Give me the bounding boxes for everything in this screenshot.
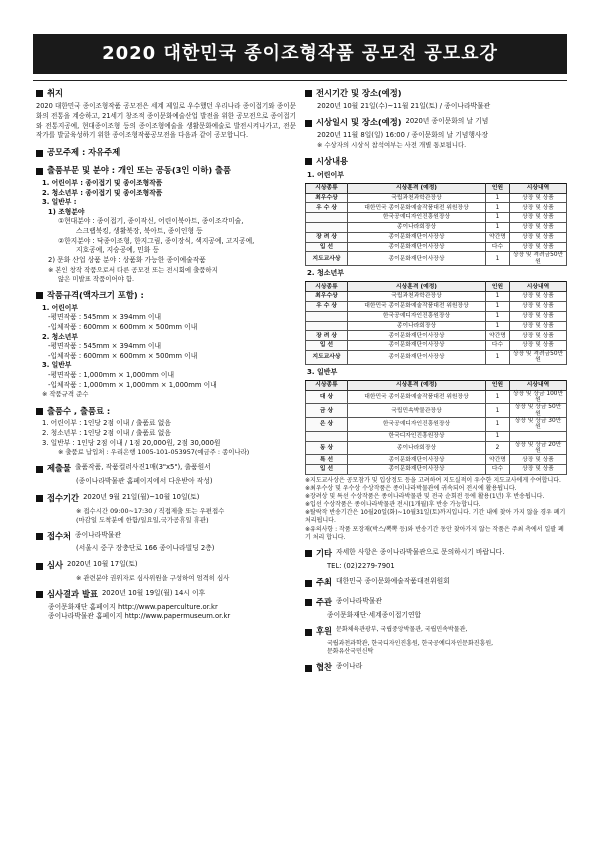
spec-line: -입체작품 : 600mm × 600mm × 500mm 이내: [48, 322, 198, 331]
award-table-header: 시상내역: [510, 183, 567, 193]
award-table-row: [306, 311, 567, 321]
square-bullet-icon: [305, 580, 312, 587]
sponsor-line: 국립과천과학관, 한국디자인진흥원, 한국공예디자인문화진흥원,: [327, 640, 494, 648]
section-heading: 공모주제 : 자유주제: [47, 147, 121, 158]
submit-line: 출품작품, 작품컬러사진1매(3"x5"), 출품원서: [75, 463, 211, 472]
category-note: 않은 미발표 작품이어야 함.: [58, 274, 135, 283]
award-table-header: 시상훈격 (예정): [348, 183, 486, 193]
award-table-row: [306, 418, 567, 432]
award-table-row: [306, 390, 567, 404]
square-bullet-icon: [36, 563, 43, 570]
section-submit: [36, 463, 296, 486]
award-count-cell: 1: [486, 311, 510, 321]
award-table-row: [306, 331, 567, 341]
award-type-cell: 지도교사상: [306, 350, 348, 364]
award-table-header: 인원: [486, 282, 510, 292]
award-note: ※최우수상 및 우수상 수상작품은 종이나라박물관에 귀속되어 전시에 활용됩니다.: [305, 485, 517, 493]
square-bullet-icon: [36, 150, 43, 157]
award-group-title: 2. 청소년부: [307, 269, 345, 278]
award-prize-cell: 상장 및 상품: [510, 341, 567, 351]
award-title-cell: 한국공예디자인진흥원장상: [348, 418, 486, 432]
category-line: 지호공예, 지승공예, 민화 등: [76, 246, 160, 255]
award-type-cell: 우 수 상: [306, 301, 348, 311]
section-heading: 협찬: [316, 662, 333, 673]
period-line: ※ 접수시간 09:00~17:30 / 직접제출 또는 우편접수: [76, 506, 225, 515]
ceremony-line: 2020년 11월 8일(일) 16:00 / 종이문화의 날 기념행사장: [317, 131, 489, 140]
spec-line: -평면작품 : 545mm × 394mm 이내: [48, 313, 162, 322]
award-table-row: [306, 441, 567, 455]
award-title-cell: 대한민국 종이문화예술작품대전 위원장상: [348, 203, 486, 213]
award-prize-cell: 상장 및 상품: [510, 242, 567, 252]
award-type-cell: 우 수 상: [306, 203, 348, 213]
award-table-row: [306, 232, 567, 242]
award-prize-cell: 상장 및 상품: [510, 292, 567, 302]
award-title-cell: 종이문화재단이사장상: [348, 331, 486, 341]
award-prize-cell: [510, 431, 567, 441]
award-count-cell: 1: [486, 418, 510, 432]
section-heading: 전시기간 및 장소(예정): [316, 88, 402, 98]
award-notes: [305, 477, 567, 542]
section-host: [305, 577, 567, 591]
category-line: ①현대분야 : 종이접기, 종이작신, 어린이북아트, 종이조각미술,: [58, 217, 244, 226]
award-note: ※탈락작 반송기간은 10월20일(화)~10월31일(토)까지입니다. 기간 내에 찾아 가지 않을 경우 폐기 처리됩니다.: [305, 509, 566, 525]
award-group-title: 3. 일반부: [307, 367, 338, 376]
square-bullet-icon: [305, 158, 312, 165]
award-count-cell: 1: [486, 390, 510, 404]
award-prize-cell: 상장 및 상금 20만원: [510, 441, 567, 455]
award-table-header: 시상내역: [510, 282, 567, 292]
award-type-cell: 장 려 상: [306, 331, 348, 341]
section-heading: 제출물: [47, 463, 72, 474]
award-type-cell: [306, 321, 348, 331]
section-heading: 취지: [47, 88, 64, 98]
award-prize-cell: 상장 및 상품: [510, 232, 567, 242]
square-bullet-icon: [36, 591, 43, 598]
category-line: 3. 일반부 :: [42, 198, 77, 207]
organizer-line: 종이문화재단·세계종이접기연합: [327, 610, 422, 619]
section-heading: 시상일시 및 장소(예정): [316, 117, 402, 128]
award-note: ※입선 수상작품은 종이나라박물관 전시(1개월)후 반송 가능합니다.: [305, 501, 481, 509]
award-title-cell: 종이문화재단이사장상: [348, 350, 486, 364]
section-heading: 접수기간: [47, 492, 80, 503]
host-line: 대한민국 종이문화예술작품대전위원회: [336, 577, 450, 586]
award-count-cell: 1: [486, 301, 510, 311]
award-table-header: 인원: [486, 183, 510, 193]
ceremony-note: ※ 수상자의 시상식 참석여부는 사전 개별 통보됩니다.: [317, 140, 467, 149]
award-table-row: [306, 242, 567, 252]
award-count-cell: 1: [486, 404, 510, 418]
section-ceremony: [305, 117, 567, 150]
result-link-papermuseum[interactable]: 종이나라박물관 홈페이지 http://www.papermuseum.or.kr: [48, 612, 231, 621]
award-title-cell: 종이문화재단이사장상: [348, 232, 486, 242]
award-prize-cell: 상장 및 상금 50만원: [510, 404, 567, 418]
section-theme: [36, 147, 296, 159]
award-table-header: 시상내역: [510, 380, 567, 390]
square-bullet-icon: [36, 408, 43, 415]
support-line: 종이나라: [336, 662, 363, 671]
purpose-body: 2020 대한민국 종이조형작품 공모전은 세계 제일로 우수했던 우리나라 종이접기와 종이문화의 전통을 계승하고, 21세기 창조적 종이문화예술산업 발전을 위한 공모전으로 종이접기와 전통지공예, 현대종이조형 등의 종이조형예술을 생활문화예술로 발전시켜나가고, 전문작가를 발굴육성하기 위한 종이조형작품공모전을 다음과 같이 공모합니다.: [36, 101, 296, 140]
section-heading: 출품수 , 출품료 :: [47, 405, 111, 416]
award-type-cell: 입 선: [306, 242, 348, 252]
category-line: ②한지분야 : 닥종이조형, 한지그림, 종이장식, 색지공예, 고지공예,: [58, 236, 255, 245]
award-title-cell: 종이문화재단이사장상: [348, 252, 486, 266]
result-line: 2020년 10월 19일(월) 14시 이후: [101, 588, 206, 597]
section-heading: 출품부문 및 분야 : 개인 또는 공동(3인 이하) 출품: [47, 165, 232, 176]
award-prize-cell: 상장 및 격려금50만원: [510, 252, 567, 266]
award-table-header: 시상훈격 (예정): [348, 380, 486, 390]
award-count-cell: 1: [486, 321, 510, 331]
square-bullet-icon: [305, 599, 312, 606]
award-type-cell: [306, 431, 348, 441]
award-table-row: [306, 301, 567, 311]
award-table-row: [306, 341, 567, 351]
award-title-cell: 종이문화재단이사장상: [348, 455, 486, 465]
award-count-cell: 1: [486, 213, 510, 223]
award-note: ※지도교사상은 공모참가 및 입상정도 등을 고려하여 지도실적이 우수한 지도교사에게 수여합니다.: [305, 476, 561, 484]
award-prize-cell: 상장 및 상품: [510, 465, 567, 475]
result-link-paperculture[interactable]: 종이문화재단 홈페이지 http://www.paperculture.or.kr: [48, 602, 218, 611]
section-exhibit: [305, 88, 567, 111]
section-heading: 접수처: [47, 530, 72, 541]
ceremony-line: 2020년 종이문화의 날 기념: [405, 117, 489, 126]
award-table-row: [306, 431, 567, 441]
award-title-cell: 종이문화재단이사장상: [348, 465, 486, 475]
award-table-row: [306, 350, 567, 364]
square-bullet-icon: [305, 665, 312, 672]
section-heading: 작품규격(액자크기 포함) :: [47, 289, 144, 300]
etc-phone: TEL: (02)2279-7901: [327, 561, 395, 570]
award-count-cell: 1: [486, 252, 510, 266]
square-bullet-icon: [36, 168, 43, 175]
square-bullet-icon: [305, 120, 312, 127]
award-group-title: 1. 어린이부: [307, 170, 345, 179]
award-type-cell: [306, 311, 348, 321]
category-line: 1) 조형분야: [48, 207, 85, 216]
award-prize-cell: 상장 및 격려금50만원: [510, 350, 567, 364]
period-line: (마감일 도착분에 한함/일요일,국가공휴일 휴관): [76, 515, 209, 524]
award-type-cell: [306, 223, 348, 233]
award-prize-cell: 상장 및 상품: [510, 321, 567, 331]
etc-line: 자세한 사항은 종이나라박물관으로 문의하시기 바랍니다.: [336, 547, 505, 556]
award-prize-cell: 상장 및 상품: [510, 301, 567, 311]
category-line: 2) 문화 산업 상품 분야 : 상품화 가능한 종이예술작품: [48, 256, 206, 265]
award-type-cell: 특 선: [306, 455, 348, 465]
award-table-row: [306, 213, 567, 223]
title-divider: [33, 80, 567, 81]
organizer-line: 종이나라박물관: [336, 596, 382, 605]
award-count-cell: 1: [486, 223, 510, 233]
square-bullet-icon: [36, 292, 43, 299]
judge-line: 2020년 10월 17일(토): [67, 560, 138, 569]
category-note: ※ 본인 창작 작품으로서 다른 공모전 또는 전시회에 출품하지: [48, 265, 218, 274]
award-count-cell: 1: [486, 350, 510, 364]
award-table: [305, 183, 567, 267]
award-table-row: [306, 292, 567, 302]
award-prize-cell: 상장 및 상금 100만원: [510, 390, 567, 404]
award-title-cell: 대한민국 종이문화예술작품대전 위원장상: [348, 390, 486, 404]
section-heading: 시상내용: [316, 155, 349, 166]
award-prize-cell: 상장 및 상품: [510, 193, 567, 203]
award-note: ※유의사항 : 작품 포장재(박스/뽁뽁 등)와 반송기간 동안 찾아가지 않는 작품은 주최 측에서 일괄 폐기 처리 합니다.: [305, 525, 564, 541]
sponsor-line: 문화체육관광부, 국립중앙박물관, 국립민속박물관,: [336, 626, 468, 634]
section-etc: [305, 548, 567, 571]
award-count-cell: 다수: [486, 465, 510, 475]
square-bullet-icon: [305, 90, 312, 97]
sponsor-line: 문화유산국민신탁: [327, 648, 374, 656]
award-type-cell: 입 선: [306, 465, 348, 475]
square-bullet-icon: [305, 629, 312, 636]
award-table-header: 시상종류: [306, 380, 348, 390]
award-prize-cell: 상장 및 상품: [510, 223, 567, 233]
award-table-row: [306, 193, 567, 203]
section-purpose: [36, 88, 296, 141]
award-title-cell: 한국공예디자인진흥원장상: [348, 311, 486, 321]
award-table-header: 인원: [486, 380, 510, 390]
award-count-cell: 1: [486, 203, 510, 213]
spec-line: -평면작품 : 1,000mm × 1,000mm 이내: [48, 371, 175, 380]
section-result: [36, 589, 296, 622]
award-table-row: [306, 465, 567, 475]
square-bullet-icon: [36, 90, 43, 97]
section-heading: 후원: [316, 626, 333, 637]
award-prize-cell: 상장 및 상품: [510, 203, 567, 213]
award-title-cell: 종이나라회장상: [348, 321, 486, 331]
square-bullet-icon: [36, 466, 43, 473]
judge-note: ※ 관련분야 권위자로 심사위원을 구성하여 엄격히 심사: [76, 573, 230, 582]
quota-line: 1. 어린이부 : 1인당 2점 이내 / 출품료 없음: [42, 419, 171, 428]
square-bullet-icon: [36, 495, 43, 502]
left-column: [36, 88, 296, 628]
award-prize-cell: 상장 및 상품: [510, 455, 567, 465]
square-bullet-icon: [305, 550, 312, 557]
section-heading: 심사: [47, 560, 64, 571]
award-count-cell: 약간명: [486, 331, 510, 341]
section-spec: [36, 290, 296, 400]
award-table-row: [306, 404, 567, 418]
award-count-cell: 1: [486, 193, 510, 203]
award-count-cell: 1: [486, 292, 510, 302]
right-column: [305, 88, 567, 682]
award-table-row: [306, 203, 567, 213]
award-title-cell: 국립과천과학관장상: [348, 193, 486, 203]
spec-line: -입체작품 : 600mm × 600mm × 500mm 이내: [48, 351, 198, 360]
award-type-cell: 최우수상: [306, 193, 348, 203]
page-title: 2020 대한민국 종이조형작품 공모전 공모요강: [33, 34, 567, 74]
spec-line: -입체작품 : 1,000mm × 1,000mm × 1,000mm 이내: [48, 380, 217, 389]
section-organizer: [305, 597, 567, 620]
award-prize-cell: 상장 및 상금 30만원: [510, 418, 567, 432]
quota-note: ※ 출품료 납입처 : 우리은행 1005-101-053957(예금주 : 종이나라): [58, 448, 250, 457]
award-table-row: [306, 223, 567, 233]
section-heading: 심사결과 발표: [47, 588, 98, 599]
award-table-row: [306, 321, 567, 331]
award-title-cell: 한국디자인진흥원장상: [348, 431, 486, 441]
award-title-cell: 종이문화재단이사장상: [348, 242, 486, 252]
award-table-row: [306, 455, 567, 465]
award-count-cell: 다수: [486, 242, 510, 252]
award-tables: [305, 171, 567, 475]
section-heading: 주관: [316, 596, 333, 607]
section-category: [36, 165, 296, 284]
section-place: [36, 531, 296, 554]
award-title-cell: 종이나라회장상: [348, 441, 486, 455]
award-title-cell: 국립과천과학관장상: [348, 292, 486, 302]
section-judge: [36, 560, 296, 583]
award-title-cell: 대한민국 종이문화예술작품대전 위원장상: [348, 301, 486, 311]
square-bullet-icon: [36, 533, 43, 540]
award-table-row: [306, 252, 567, 266]
place-line: (서울시 중구 장충단로 166 종이나라빌딩 2층): [76, 544, 215, 553]
section-quota: [36, 406, 296, 458]
award-title-cell: 국립민속박물관장상: [348, 404, 486, 418]
award-prize-cell: 상장 및 상품: [510, 331, 567, 341]
award-table: [305, 380, 567, 475]
quota-line: 2. 청소년부 : 1인당 2점 이내 / 출품료 없음: [42, 428, 171, 437]
spec-note: ※ 작품규격 준수: [42, 390, 89, 399]
spec-line: 2. 청소년부: [42, 332, 78, 341]
award-type-cell: 대 상: [306, 390, 348, 404]
award-count-cell: 약간명: [486, 232, 510, 242]
category-line: 스크랩북킹, 생활북장, 북아트, 종이인형 등: [76, 227, 203, 236]
award-table-header: 시상종류: [306, 183, 348, 193]
award-title-cell: 한국공예디자인진흥원장상: [348, 213, 486, 223]
award-table-header: 시상종류: [306, 282, 348, 292]
section-support: [305, 662, 567, 676]
award-title-cell: 종이나라회장상: [348, 223, 486, 233]
place-line: 종이나라박물관: [75, 530, 122, 539]
award-table-header: 시상훈격 (예정): [348, 282, 486, 292]
award-note: ※장려상 및 특선 수상작품은 종이나라박물관 및 전국 순회전 등에 활용(1년) 후 반송됩니다.: [305, 493, 545, 501]
award-type-cell: 은 상: [306, 418, 348, 432]
quota-line: 3. 일반부 : 1인당 2점 이내 / 1점 20,000원, 2점 30,000원: [42, 438, 221, 447]
category-line: 2. 청소년부 : 종이접기 및 종이조형작품: [42, 188, 163, 197]
award-type-cell: 지도교사상: [306, 252, 348, 266]
award-type-cell: 금 상: [306, 404, 348, 418]
award-count-cell: 1: [486, 431, 510, 441]
award-title-cell: 종이문화재단이사장상: [348, 341, 486, 351]
award-count-cell: 2: [486, 441, 510, 455]
section-period: [36, 493, 296, 525]
period-line: 2020년 9월 21일(월)~10월 10일(토): [83, 492, 200, 501]
award-table: [305, 281, 567, 365]
spec-line: 1. 어린이부: [42, 303, 78, 312]
category-line: 1. 어린이부 : 종이접기 및 종이조형작품: [42, 178, 163, 187]
section-sponsor: [305, 626, 567, 656]
submit-line: (종이나라박물관 홈페이지에서 다운받아 작성): [76, 477, 213, 486]
award-type-cell: 최우수상: [306, 292, 348, 302]
award-prize-cell: 상장 및 상품: [510, 213, 567, 223]
award-count-cell: 약간명: [486, 455, 510, 465]
spec-line: 3. 일반부: [42, 361, 72, 370]
section-heading: 기타: [316, 547, 333, 558]
exhibit-line: 2020년 10월 21일(수)~11월 21일(토) / 종이나라박물관: [317, 101, 491, 110]
award-count-cell: 다수: [486, 341, 510, 351]
award-type-cell: 동 상: [306, 441, 348, 455]
section-heading: 주최: [316, 577, 333, 588]
award-type-cell: [306, 213, 348, 223]
spec-line: -평면작품 : 545mm × 394mm 이내: [48, 342, 162, 351]
award-prize-cell: 상장 및 상품: [510, 311, 567, 321]
award-type-cell: 장 려 상: [306, 232, 348, 242]
section-awards: [305, 156, 567, 542]
award-type-cell: 입 선: [306, 341, 348, 351]
